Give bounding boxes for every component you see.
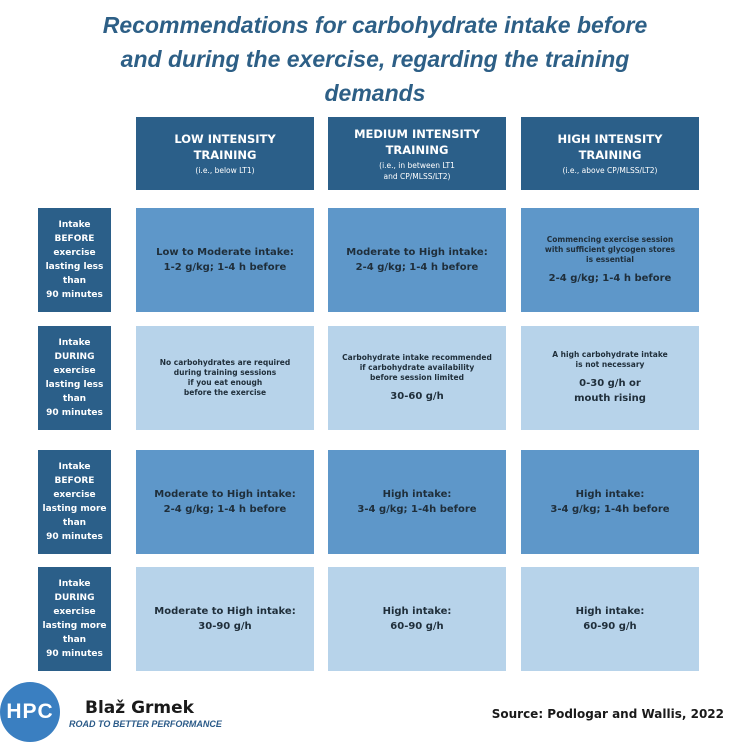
- cell-during-short-medium: [328, 326, 506, 430]
- column-subheading: (i.e., in between LT1 and CP/MLSS/LT2): [379, 160, 455, 181]
- column-header-medium: [328, 117, 506, 190]
- cell-before-short-medium: [328, 208, 506, 312]
- cell-before-short-low: [136, 208, 314, 312]
- row-header-during-long: Intake DURING exercise lasting more than 90 minutes: [38, 567, 111, 671]
- cell-during-short-high: [521, 326, 699, 430]
- source-citation: Source: Podlogar and Wallis, 2022: [491, 707, 724, 721]
- page-title: Recommendations for carbohydrate intake before and during the exercise, regarding the training demands: [102, 12, 648, 106]
- column-heading: LOW INTENSITY TRAINING: [174, 132, 276, 162]
- column-subheading: (i.e., below LT1): [195, 166, 255, 175]
- cell-during-short-low: [136, 326, 314, 430]
- cell-during-long-low: [136, 567, 314, 671]
- cell-before-long-high: [521, 450, 699, 554]
- cell-main-text: 0-30 g/h or mouth rising: [574, 378, 646, 404]
- cell-main-text: High intake: 3-4 g/kg; 1-4h before: [550, 489, 670, 515]
- cell-main-text: Moderate to High intake: 30-90 g/h: [154, 606, 296, 632]
- cell-before-long-medium: [328, 450, 506, 554]
- cell-note-text: No carbohydrates are required during training sessions if you eat enough before the exercise: [159, 358, 291, 397]
- row-header-before-short: Intake BEFORE exercise lasting less than 90 minutes: [38, 208, 111, 312]
- cell-main-text: Low to Moderate intake: 1-2 g/kg; 1-4 h before: [156, 247, 294, 273]
- cell-main-text: 2-4 g/kg; 1-4 h before: [548, 272, 672, 284]
- cell-main-text: High intake: 60-90 g/h: [382, 606, 452, 632]
- cell-note-text: Commencing exercise session with sufficient glycogen stores is essential: [544, 234, 676, 264]
- cell-main-text: High intake: 60-90 g/h: [575, 606, 645, 632]
- row-header-during-short: Intake DURING exercise lasting less than 90 minutes: [38, 326, 111, 430]
- brand-tagline: ROAD TO BETTER PERFORMANCE: [69, 719, 222, 729]
- logo-text: HPC: [6, 700, 54, 723]
- column-header-low: [136, 117, 314, 190]
- column-heading: MEDIUM INTENSITY TRAINING: [354, 126, 480, 157]
- cell-before-short-high: [521, 208, 699, 312]
- cell-during-long-medium: [328, 567, 506, 671]
- author-name: Blaž Grmek: [85, 698, 194, 718]
- cell-during-long-high: [521, 567, 699, 671]
- column-subheading: (i.e., above CP/MLSS/LT2): [562, 166, 658, 175]
- column-heading: HIGH INTENSITY TRAINING: [557, 132, 663, 162]
- row-header-before-long: Intake BEFORE exercise lasting more than 90 minutes: [38, 450, 111, 554]
- cell-main-text: High intake: 3-4 g/kg; 1-4h before: [357, 489, 477, 515]
- cell-main-text: 30-60 g/h: [390, 390, 444, 402]
- cell-note-text: Carbohydrate intake recommended if carbohydrate availability before session limited: [342, 352, 492, 382]
- column-header-high: [521, 117, 699, 190]
- cell-main-text: Moderate to High intake: 2-4 g/kg; 1-4 h before: [154, 489, 296, 515]
- hpc-logo: [0, 682, 60, 742]
- cell-main-text: Moderate to High intake: 2-4 g/kg; 1-4 h before: [346, 247, 488, 273]
- cell-note-text: A high carbohydrate intake is not necessary: [552, 350, 668, 369]
- cell-before-long-low: [136, 450, 314, 554]
